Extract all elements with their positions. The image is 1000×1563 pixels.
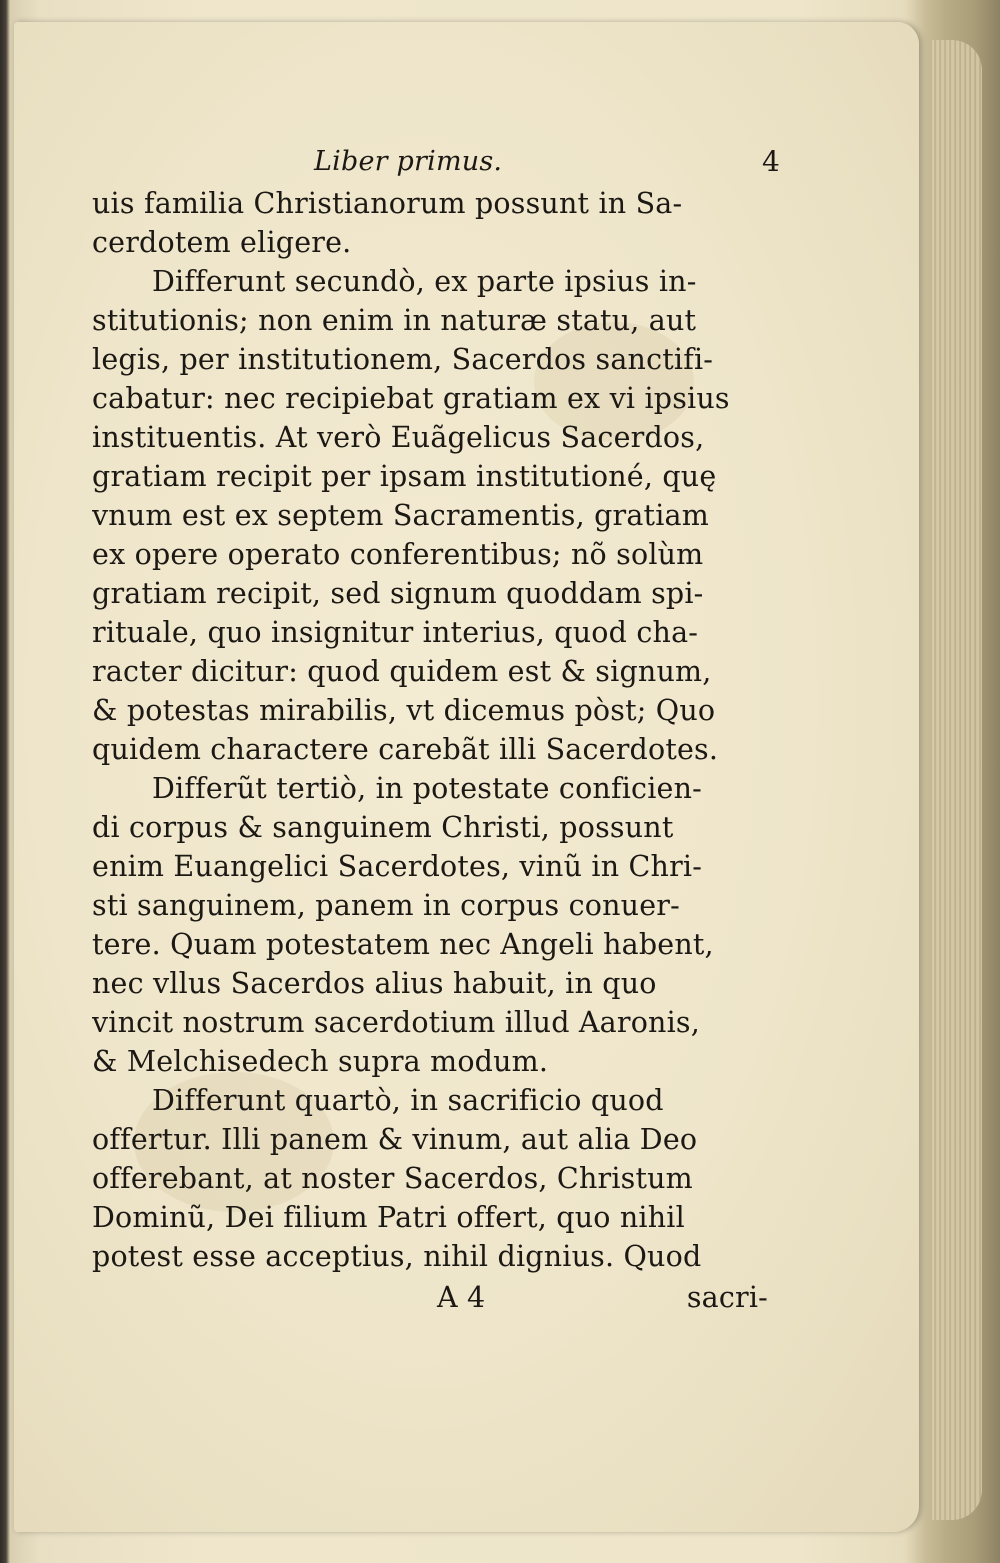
text-line: di corpus & sanguinem Christi, possunt	[92, 811, 674, 844]
text-line: enim Euangelici Sacerdotes, vinũ in Chri-	[92, 850, 703, 883]
text-line: Differunt secundò, ex parte ipsius in-	[152, 265, 697, 298]
text-line: nec vllus Sacerdos alius habuit, in quo	[92, 967, 657, 1000]
text-line: sti sanguinem, panem in corpus conuer-	[92, 889, 680, 922]
text-line: offerebant, at noster Sacerdos, Christum	[92, 1162, 693, 1195]
page-header	[92, 140, 780, 184]
text-line: potest esse acceptius, nihil dignius. Quod	[92, 1240, 702, 1273]
text-line: offertur. Illi panem & vinum, aut alia Deo	[92, 1123, 698, 1156]
text-line: tere. Quam potestatem nec Angeli habent,	[92, 928, 714, 961]
text-line: quidem charactere carebãt illi Sacerdotes.	[92, 733, 719, 766]
text-line: Dominũ, Dei filium Patri offert, quo nihil	[92, 1201, 685, 1234]
text-line: Differunt quartò, in sacrificio quod	[152, 1084, 664, 1117]
text-line: vnum est ex septem Sacramentis, gratiam	[92, 499, 709, 532]
text-block	[92, 140, 780, 1318]
page-footer	[92, 1278, 772, 1318]
text-line: cabatur: nec recipiebat gratiam ex vi ipsius	[92, 382, 730, 415]
text-line: uis familia Christianorum possunt in Sa-	[92, 187, 683, 220]
text-line: & potestas mirabilis, vt dicemus pòst; Quo	[92, 694, 716, 727]
text-line: rituale, quo insignitur interius, quod cha-	[92, 616, 699, 649]
text-line: legis, per institutionem, Sacerdos sanctifi-	[92, 343, 714, 376]
text-line: stitutionis; non enim in naturæ statu, aut	[92, 304, 697, 337]
catchword: sacri-	[686, 1281, 768, 1314]
text-line: ex opere operato conferentibus; nõ solùm	[92, 538, 704, 571]
text-line: gratiam recipit, sed signum quoddam spi-	[92, 577, 704, 610]
text-line: & Melchisedech supra modum.	[92, 1045, 549, 1078]
folio-number: 4	[761, 145, 780, 178]
text-line: vincit nostrum sacerdotium illud Aaronis,	[92, 1006, 701, 1039]
text-line: cerdotem eligere.	[92, 226, 352, 259]
running-head: Liber primus.	[314, 146, 503, 177]
text-line: racter dicitur: quod quidem est & signum,	[92, 655, 712, 688]
text-line: Differũt tertiò, in potestate conficien-	[152, 772, 702, 805]
body-text	[92, 184, 772, 1276]
text-line: instituentis. At verò Euãgelicus Sacerdos,	[92, 421, 705, 454]
signature-mark: A 4	[437, 1281, 486, 1314]
text-line: gratiam recipit per ipsam institutioné, quę	[92, 460, 717, 493]
page-edges	[932, 40, 982, 1520]
